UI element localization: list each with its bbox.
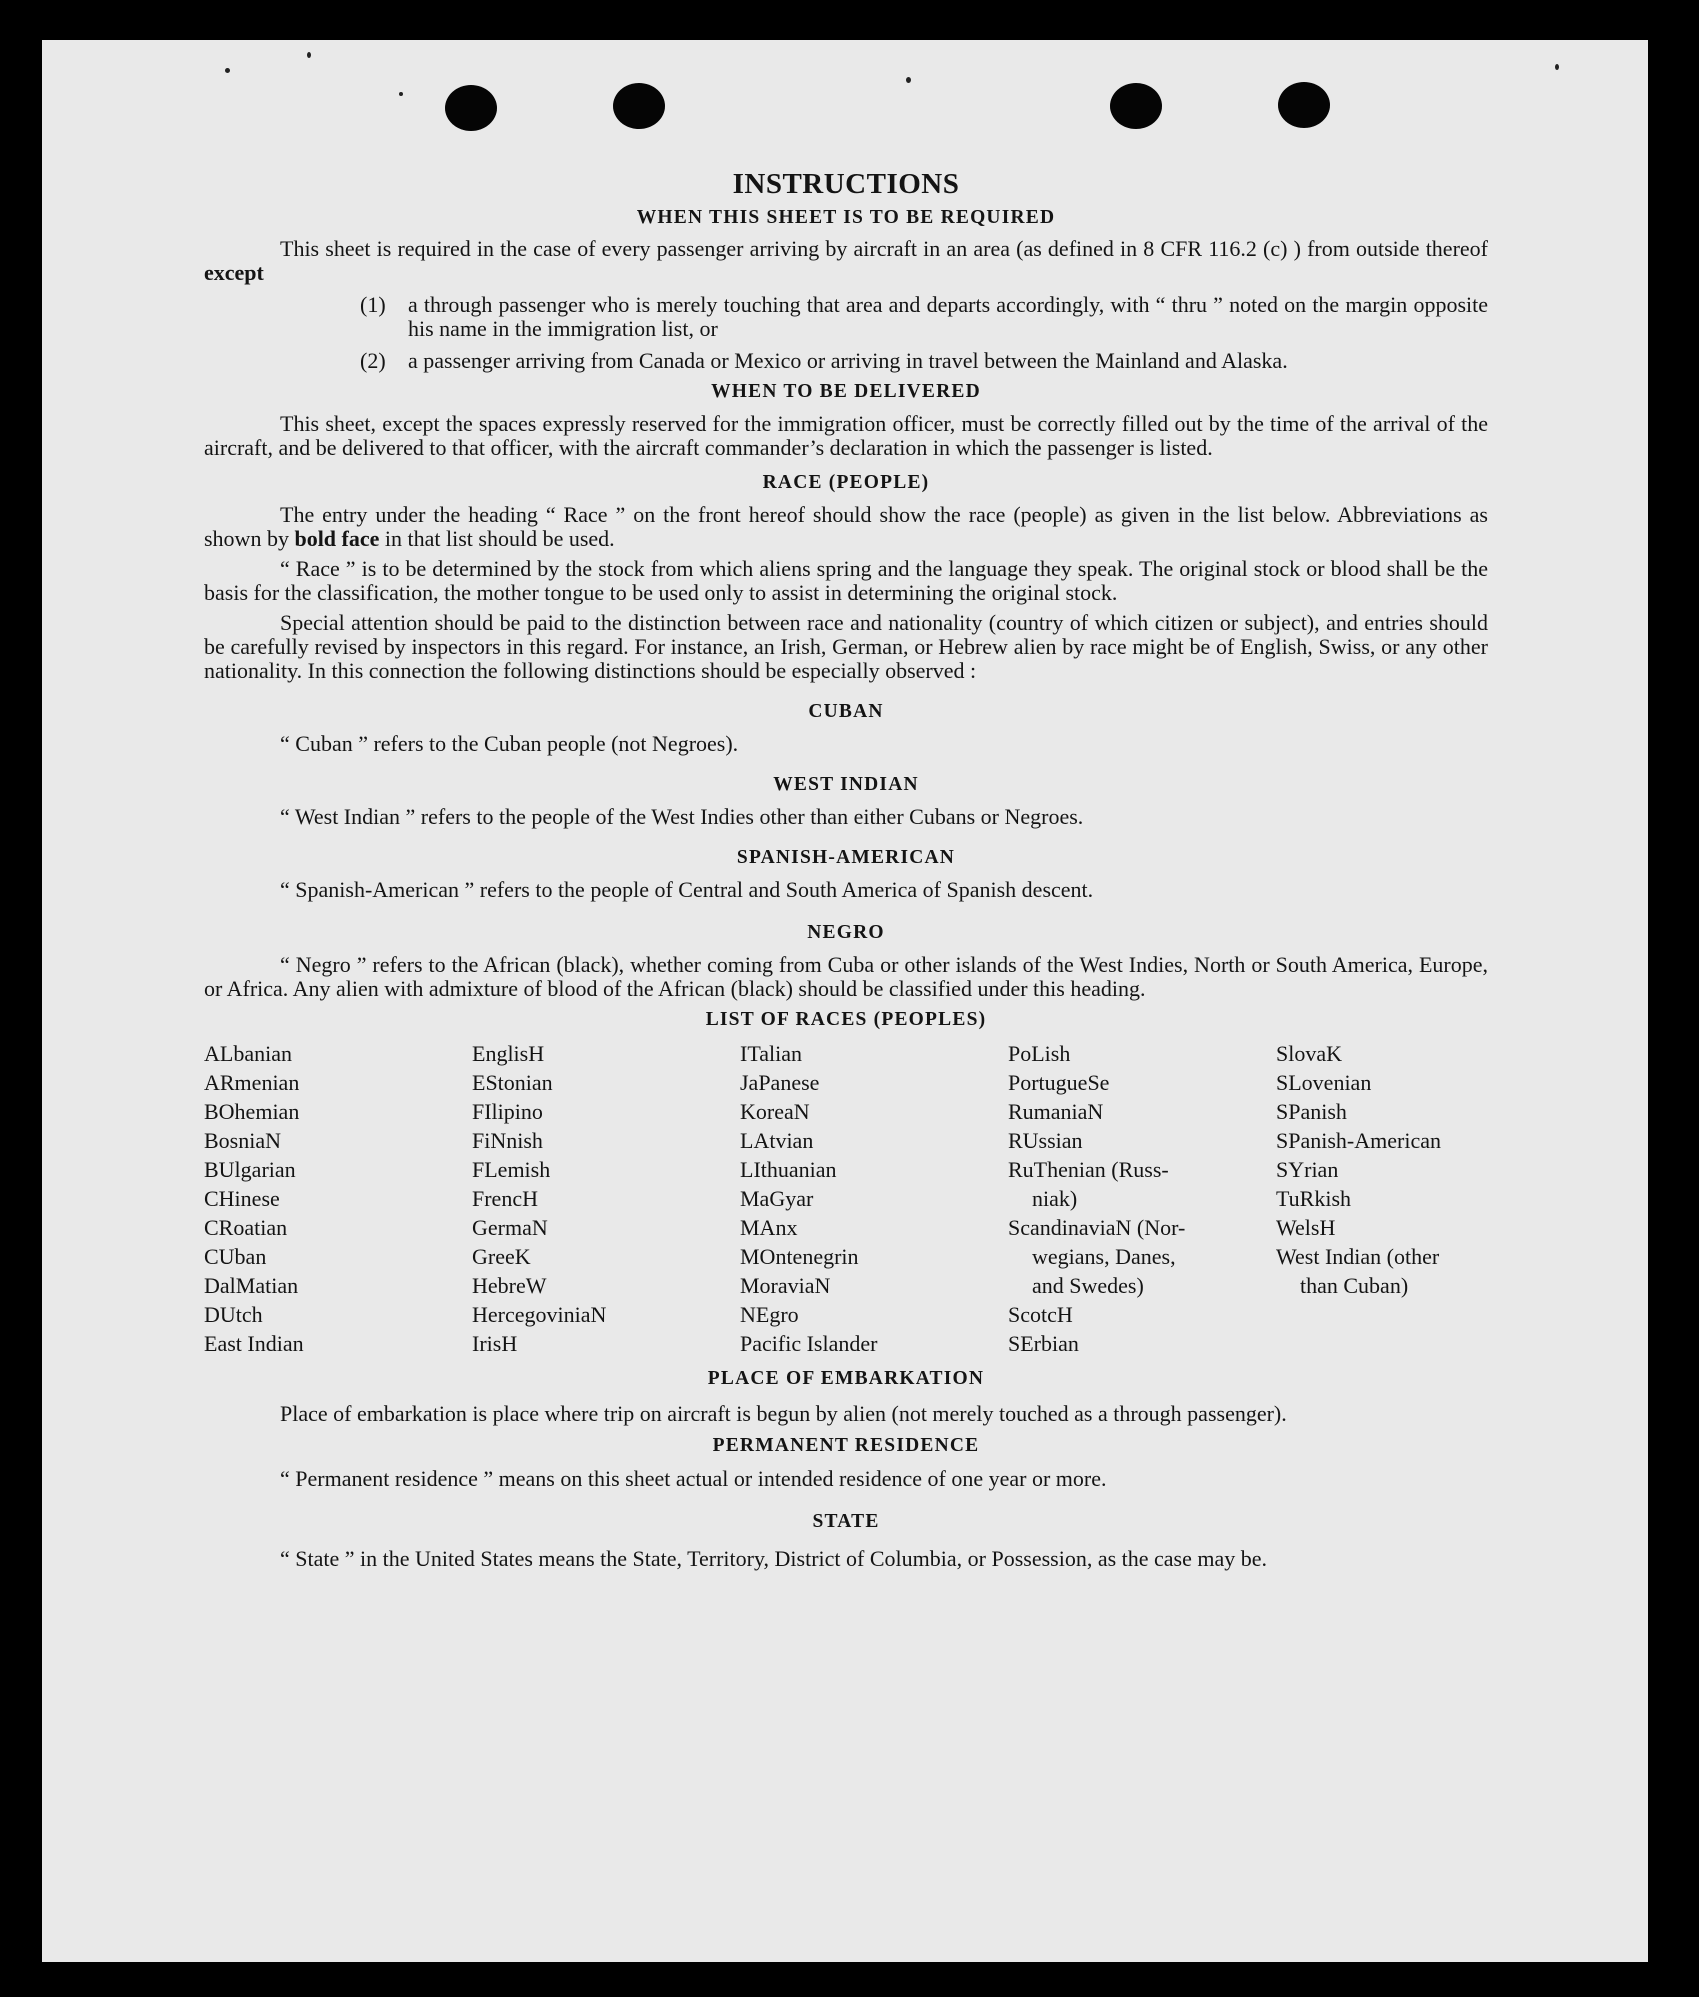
race-entry-continued: than Cuban)	[1300, 1273, 1409, 1298]
paragraph: “ Race ” is to be determined by the stock from which aliens spring and the language they speak. The original stock or blood shall be the basis for the classification, the mother tongue to be used only to assist in determining the original stock.	[204, 556, 1488, 605]
race-entry: West Indian (other	[1276, 1244, 1440, 1269]
race-entry: RUssian	[1008, 1128, 1083, 1153]
paragraph: “ Negro ” refers to the African (black), whether coming from Cuba or other islands of the West Indies, North or South America, Europe, or Africa. Any alien with admixture of blood of the African (black) should be classified under this heading.	[204, 952, 1488, 1001]
race-entry: SErbian	[1008, 1331, 1079, 1356]
speck	[906, 77, 911, 83]
race-entry: FIlipino	[472, 1099, 543, 1124]
paragraph-text: in that list should be used.	[384, 526, 615, 551]
item-text: a passenger arriving from Canada or Mexico or arriving in travel between the Mainland and Alaska.	[408, 348, 1288, 373]
punch-hole	[1278, 82, 1330, 128]
race-column	[204, 1039, 472, 1358]
race-entry: DalMatian	[204, 1273, 299, 1298]
paragraph: “ Spanish-American ” refers to the people of Central and South America of Spanish descent.	[280, 877, 1094, 902]
item-text: a through passenger who is merely touching that area and departs accordingly, with “ thru ” noted on the margin opposite his name in the immigration list, or	[408, 292, 1488, 341]
race-entry: RuThenian (Russ-	[1008, 1157, 1169, 1182]
race-entry: Pacific Islander	[740, 1331, 878, 1356]
section-heading: RACE (PEOPLE)	[762, 472, 930, 493]
race-entry: GermaN	[472, 1215, 548, 1240]
paragraph: “ Permanent residence ” means on this sheet actual or intended residence of one year or more.	[280, 1466, 1107, 1491]
punch-hole	[613, 83, 665, 129]
speck	[225, 68, 230, 73]
race-entry: IrisH	[472, 1331, 518, 1356]
race-entry-continued: wegians, Danes,	[1032, 1244, 1176, 1269]
paragraph: “ West Indian ” refers to the people of the West Indies other than either Cubans or Negroes.	[280, 804, 1084, 829]
race-column	[1008, 1039, 1276, 1358]
bold-text: except	[204, 260, 264, 285]
instructions-content	[204, 168, 1488, 1575]
race-entry: SPanish	[1276, 1099, 1347, 1124]
section-heading: WEST INDIAN	[773, 774, 919, 795]
paragraph-text: The entry under the heading “ Race ” on the front hereof should show the race (people) as given in the list below. Abbreviations as shown by	[204, 502, 1488, 551]
race-entry: WelsH	[1276, 1215, 1336, 1240]
section-heading: WHEN THIS SHEET IS TO BE REQUIRED	[636, 207, 1056, 228]
race-entry: ScandinaviaN (Nor-	[1008, 1215, 1186, 1240]
race-entry: MaGyar	[740, 1186, 814, 1211]
paragraph-text: This sheet is required in the case of every passenger arriving by aircraft in an area (as defined in 8 CFR 116.2 (c) ) from outside thereof	[280, 236, 1488, 261]
paragraph: Special attention should be paid to the distinction between race and nationality (country of which citizen or subject), and entries should be carefully revised by inspectors in this regard. For instance, an Irish, German, or Hebrew alien by race might be of English, Swiss, or any other nationality. In this connection the following distinctions should be especially observed :	[204, 610, 1488, 683]
race-entry: LIthuanian	[740, 1157, 837, 1182]
race-entry-continued: niak)	[1032, 1186, 1078, 1211]
section-heading: WHEN TO BE DELIVERED	[711, 381, 981, 402]
speck	[1555, 64, 1559, 70]
race-entry: FLemish	[472, 1157, 551, 1182]
paragraph: Place of embarkation is place where trip on aircraft is begun by alien (not merely touched as a through passenger).	[280, 1401, 1287, 1426]
race-entry: SYrian	[1276, 1157, 1339, 1182]
race-entry: SPanish-American	[1276, 1128, 1441, 1153]
section-heading: CUBAN	[808, 701, 884, 722]
race-entry: MOntenegrin	[740, 1244, 859, 1269]
race-entry: BosniaN	[204, 1128, 281, 1153]
race-entry: PoLish	[1008, 1041, 1071, 1066]
race-entry: PortugueSe	[1008, 1070, 1110, 1095]
list-item	[360, 349, 1488, 373]
race-entry: LAtvian	[740, 1128, 814, 1153]
section-heading: PLACE OF EMBARKATION	[707, 1368, 985, 1389]
section-heading: NEGRO	[807, 922, 885, 943]
race-entry: MoraviaN	[740, 1273, 831, 1298]
race-entry: RumaniaN	[1008, 1099, 1104, 1124]
race-entry: MAnx	[740, 1215, 798, 1240]
race-entry: HebreW	[472, 1273, 547, 1298]
punch-hole	[1110, 83, 1162, 129]
race-entry: ARmenian	[204, 1070, 300, 1095]
race-column	[472, 1039, 740, 1358]
race-entry: CUban	[204, 1244, 267, 1269]
race-entry: FrencH	[472, 1186, 538, 1211]
section-heading: SPANISH-AMERICAN	[736, 847, 956, 868]
race-list	[204, 1039, 1488, 1358]
punch-hole	[445, 85, 497, 131]
paragraph	[204, 237, 1488, 285]
race-entry: KoreaN	[740, 1099, 810, 1124]
section-heading: STATE	[812, 1511, 880, 1532]
race-entry: JaPanese	[740, 1070, 820, 1095]
race-entry: BOhemian	[204, 1099, 300, 1124]
race-entry: SLovenian	[1276, 1070, 1372, 1095]
race-entry: CRoatian	[204, 1215, 288, 1240]
race-entry-continued: and Swedes)	[1032, 1273, 1144, 1298]
paragraph	[204, 503, 1488, 551]
race-entry: EnglisH	[472, 1041, 545, 1066]
item-number: (1)	[360, 292, 386, 317]
paragraph: This sheet, except the spaces expressly reserved for the immigration officer, must be correctly filled out by the time of the arrival of the aircraft, and be delivered to that officer, with the aircraft commander’s declaration in which the passenger is listed.	[204, 411, 1488, 460]
list-item	[360, 293, 1488, 341]
speck	[307, 52, 311, 58]
race-entry: East Indian	[204, 1331, 304, 1356]
race-entry: EStonian	[472, 1070, 553, 1095]
paragraph: “ State ” in the United States means the State, Territory, District of Columbia, or Possession, as the case may be.	[280, 1546, 1268, 1571]
race-entry: ALbanian	[204, 1041, 292, 1066]
item-number: (2)	[360, 348, 386, 373]
race-entry: GreeK	[472, 1244, 531, 1269]
race-entry: BUlgarian	[204, 1157, 296, 1182]
bold-text: bold face	[294, 526, 380, 551]
section-heading: PERMANENT RESIDENCE	[712, 1435, 980, 1456]
race-entry: CHinese	[204, 1186, 280, 1211]
race-entry: SlovaK	[1276, 1041, 1342, 1066]
race-entry: NEgro	[740, 1302, 799, 1327]
race-entry: HercegoviniaN	[472, 1302, 607, 1327]
race-entry: FiNnish	[472, 1128, 543, 1153]
race-column	[1276, 1039, 1544, 1358]
paragraph: “ Cuban ” refers to the Cuban people (not Negroes).	[280, 731, 739, 756]
race-entry: ITalian	[740, 1041, 802, 1066]
race-entry: DUtch	[204, 1302, 263, 1327]
race-column	[740, 1039, 1008, 1358]
race-entry: ScotcH	[1008, 1302, 1073, 1327]
section-heading: LIST OF RACES (PEOPLES)	[705, 1009, 987, 1030]
speck	[399, 92, 403, 96]
page-title: INSTRUCTIONS	[732, 168, 960, 200]
race-entry: TuRkish	[1276, 1186, 1352, 1211]
